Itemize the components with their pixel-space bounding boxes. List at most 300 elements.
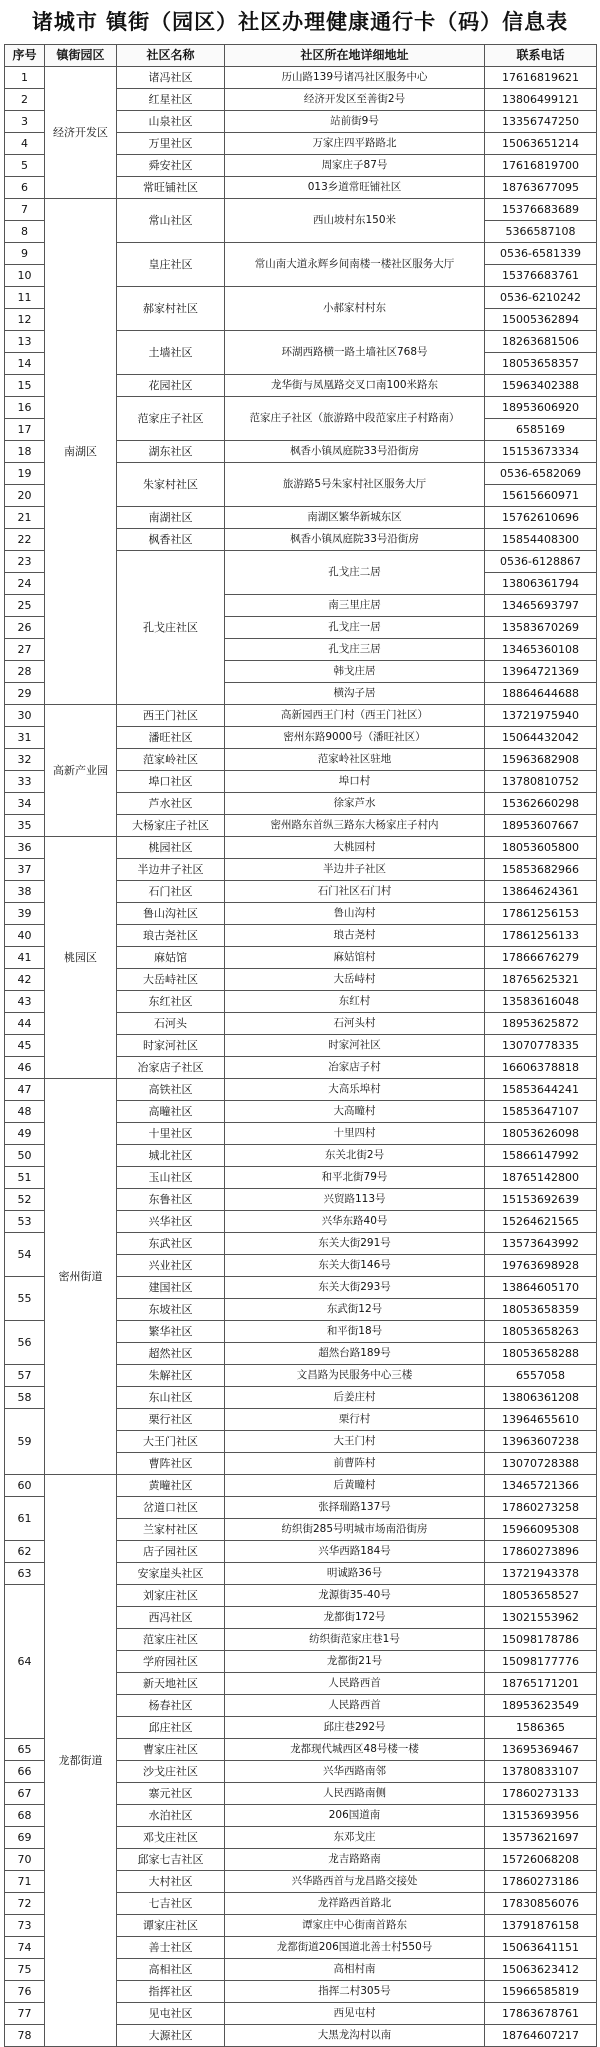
community-address: 站前街9号 bbox=[225, 111, 485, 133]
contact-phone: 15966095308 bbox=[485, 1519, 597, 1541]
table-body bbox=[5, 67, 597, 2047]
contact-phone: 13806361208 bbox=[485, 1387, 597, 1409]
row-number: 6 bbox=[5, 177, 45, 199]
contact-phone: 15866147992 bbox=[485, 1145, 597, 1167]
community-address: 人民路西首 bbox=[225, 1695, 485, 1717]
community-address: 大岳峙村 bbox=[225, 969, 485, 991]
community-name: 高疃社区 bbox=[117, 1101, 225, 1123]
community-address: 人民西路南侧 bbox=[225, 1783, 485, 1805]
row-number: 4 bbox=[5, 133, 45, 155]
contact-phone: 13070778335 bbox=[485, 1035, 597, 1057]
community-name: 枫香社区 bbox=[117, 529, 225, 551]
community-address: 孔戈庄三居 bbox=[225, 639, 485, 661]
table-row bbox=[5, 1079, 597, 1101]
contact-phone: 13021553962 bbox=[485, 1607, 597, 1629]
community-name: 大杨家庄子社区 bbox=[117, 815, 225, 837]
row-number: 66 bbox=[5, 1761, 45, 1783]
contact-phone: 13780833107 bbox=[485, 1761, 597, 1783]
row-number: 20 bbox=[5, 485, 45, 507]
community-name: 孔戈庄社区 bbox=[117, 551, 225, 705]
contact-phone: 18864644688 bbox=[485, 683, 597, 705]
contact-phone: 13806499121 bbox=[485, 89, 597, 111]
community-address: 琅古尧村 bbox=[225, 925, 485, 947]
community-address: 龙祥路西首路北 bbox=[225, 1893, 485, 1915]
zone-name: 经济开发区 bbox=[45, 67, 117, 199]
community-address: 邱庄巷292号 bbox=[225, 1717, 485, 1739]
community-address: 纺织街285号明城市场南沿街房 bbox=[225, 1519, 485, 1541]
info-table bbox=[4, 44, 597, 2047]
community-name: 栗行社区 bbox=[117, 1409, 225, 1431]
community-name: 安家崖头社区 bbox=[117, 1563, 225, 1585]
community-name: 南湖社区 bbox=[117, 507, 225, 529]
community-address: 经济开发区至善街2号 bbox=[225, 89, 485, 111]
community-address: 东关大街293号 bbox=[225, 1277, 485, 1299]
community-address: 东关北街2号 bbox=[225, 1145, 485, 1167]
community-address: 孔戈庄二居 bbox=[225, 551, 485, 595]
contact-phone: 17860273186 bbox=[485, 1871, 597, 1893]
row-number: 73 bbox=[5, 1915, 45, 1937]
row-number: 10 bbox=[5, 265, 45, 287]
row-number: 57 bbox=[5, 1365, 45, 1387]
community-name: 西王门社区 bbox=[117, 705, 225, 727]
row-number: 23 bbox=[5, 551, 45, 573]
community-address: 超然台路189号 bbox=[225, 1343, 485, 1365]
row-number: 16 bbox=[5, 397, 45, 419]
community-address: 周家庄子87号 bbox=[225, 155, 485, 177]
contact-phone: 15963682908 bbox=[485, 749, 597, 771]
community-name: 寨元社区 bbox=[117, 1783, 225, 1805]
community-name: 店子园社区 bbox=[117, 1541, 225, 1563]
contact-phone: 18764607217 bbox=[485, 2025, 597, 2047]
community-address: 石门社区石门村 bbox=[225, 881, 485, 903]
contact-phone: 15063641151 bbox=[485, 1937, 597, 1959]
community-name: 见屯社区 bbox=[117, 2003, 225, 2025]
contact-phone: 19763698928 bbox=[485, 1255, 597, 1277]
contact-phone: 13465721366 bbox=[485, 1475, 597, 1497]
row-number: 55 bbox=[5, 1277, 45, 1321]
row-number: 67 bbox=[5, 1783, 45, 1805]
community-name: 兴华社区 bbox=[117, 1211, 225, 1233]
community-address: 半边井子社区 bbox=[225, 859, 485, 881]
community-address: 栗行村 bbox=[225, 1409, 485, 1431]
community-name: 高铁社区 bbox=[117, 1079, 225, 1101]
row-number: 19 bbox=[5, 463, 45, 485]
row-number: 69 bbox=[5, 1827, 45, 1849]
community-address: 范家岭社区驻地 bbox=[225, 749, 485, 771]
contact-phone: 15063623412 bbox=[485, 1959, 597, 1981]
contact-phone: 15362660298 bbox=[485, 793, 597, 815]
community-address: 枫香小镇凤庭院33号沿街房 bbox=[225, 529, 485, 551]
row-number: 74 bbox=[5, 1937, 45, 1959]
row-number: 26 bbox=[5, 617, 45, 639]
community-address: 时家河社区 bbox=[225, 1035, 485, 1057]
community-address: 枫香小镇凤庭院33号沿街房 bbox=[225, 441, 485, 463]
contact-phone: 1586365 bbox=[485, 1717, 597, 1739]
community-address: 文昌路为民服务中心三楼 bbox=[225, 1365, 485, 1387]
community-name: 东坡社区 bbox=[117, 1299, 225, 1321]
community-name: 潘旺社区 bbox=[117, 727, 225, 749]
row-number: 29 bbox=[5, 683, 45, 705]
community-name: 半边井子社区 bbox=[117, 859, 225, 881]
contact-phone: 15615660971 bbox=[485, 485, 597, 507]
table-row bbox=[5, 199, 597, 221]
community-address: 大高乐埠村 bbox=[225, 1079, 485, 1101]
contact-phone: 15005362894 bbox=[485, 309, 597, 331]
community-name: 石河头 bbox=[117, 1013, 225, 1035]
contact-phone: 18953625872 bbox=[485, 1013, 597, 1035]
community-address: 龙都街21号 bbox=[225, 1651, 485, 1673]
community-address: 高新园西王门村（西王门社区） bbox=[225, 705, 485, 727]
community-name: 黄疃社区 bbox=[117, 1475, 225, 1497]
community-address: 徐家芦水 bbox=[225, 793, 485, 815]
community-name: 兴业社区 bbox=[117, 1255, 225, 1277]
community-address: 大黑龙沟村以南 bbox=[225, 2025, 485, 2047]
community-address: 常山南大道永辉乡间南楼一楼社区服务大厅 bbox=[225, 243, 485, 287]
contact-phone: 15853644241 bbox=[485, 1079, 597, 1101]
contact-phone: 0536-6582069 bbox=[485, 463, 597, 485]
community-address: 龙源街35-40号 bbox=[225, 1585, 485, 1607]
community-address: 小郝家村村东 bbox=[225, 287, 485, 331]
community-address: 后黄疃村 bbox=[225, 1475, 485, 1497]
community-name: 湖东社区 bbox=[117, 441, 225, 463]
row-number: 13 bbox=[5, 331, 45, 353]
contact-phone: 18765625321 bbox=[485, 969, 597, 991]
community-name: 诸冯社区 bbox=[117, 67, 225, 89]
community-address: 麻姑馆村 bbox=[225, 947, 485, 969]
community-name: 邱庄社区 bbox=[117, 1717, 225, 1739]
community-name: 沙戈庄社区 bbox=[117, 1761, 225, 1783]
contact-phone: 6557058 bbox=[485, 1365, 597, 1387]
row-number: 45 bbox=[5, 1035, 45, 1057]
community-name: 东武社区 bbox=[117, 1233, 225, 1255]
row-number: 71 bbox=[5, 1871, 45, 1893]
community-name: 西冯社区 bbox=[117, 1607, 225, 1629]
contact-phone: 18053658288 bbox=[485, 1343, 597, 1365]
contact-phone: 15098177776 bbox=[485, 1651, 597, 1673]
row-number: 72 bbox=[5, 1893, 45, 1915]
row-number: 35 bbox=[5, 815, 45, 837]
header-name: 社区名称 bbox=[117, 45, 225, 67]
contact-phone: 13964721369 bbox=[485, 661, 597, 683]
community-address: 大王门村 bbox=[225, 1431, 485, 1453]
contact-phone: 15153692639 bbox=[485, 1189, 597, 1211]
community-name: 常山社区 bbox=[117, 199, 225, 243]
contact-phone: 17830856076 bbox=[485, 1893, 597, 1915]
contact-phone: 17616819700 bbox=[485, 155, 597, 177]
community-name: 冶家店子社区 bbox=[117, 1057, 225, 1079]
community-name: 皇庄社区 bbox=[117, 243, 225, 287]
community-address: 和平北街79号 bbox=[225, 1167, 485, 1189]
row-number: 7 bbox=[5, 199, 45, 221]
page-title: 诸城市 镇街（园区）社区办理健康通行卡（码）信息表 bbox=[31, 10, 569, 34]
contact-phone: 13573621697 bbox=[485, 1827, 597, 1849]
community-address: 明诚路36号 bbox=[225, 1563, 485, 1585]
contact-phone: 17860273133 bbox=[485, 1783, 597, 1805]
contact-phone: 18053658263 bbox=[485, 1321, 597, 1343]
contact-phone: 15064432042 bbox=[485, 727, 597, 749]
contact-phone: 6585169 bbox=[485, 419, 597, 441]
community-address: 鲁山沟村 bbox=[225, 903, 485, 925]
contact-phone: 15063651214 bbox=[485, 133, 597, 155]
contact-phone: 17861256153 bbox=[485, 903, 597, 925]
row-number: 41 bbox=[5, 947, 45, 969]
community-address: 龙都现代城西区48号楼一楼 bbox=[225, 1739, 485, 1761]
community-name: 红星社区 bbox=[117, 89, 225, 111]
community-name: 谭家庄社区 bbox=[117, 1915, 225, 1937]
community-name: 曹家庄社区 bbox=[117, 1739, 225, 1761]
community-address: 兴贸路113号 bbox=[225, 1189, 485, 1211]
row-number: 32 bbox=[5, 749, 45, 771]
contact-phone: 0536-6581339 bbox=[485, 243, 597, 265]
contact-phone: 13695369467 bbox=[485, 1739, 597, 1761]
zone-name: 龙都街道 bbox=[45, 1475, 117, 2047]
community-name: 大岳峙社区 bbox=[117, 969, 225, 991]
community-name: 新天地社区 bbox=[117, 1673, 225, 1695]
contact-phone: 18953606920 bbox=[485, 397, 597, 419]
row-number: 27 bbox=[5, 639, 45, 661]
contact-phone: 13465360108 bbox=[485, 639, 597, 661]
zone-name: 桃园区 bbox=[45, 837, 117, 1079]
row-number: 30 bbox=[5, 705, 45, 727]
contact-phone: 15963402388 bbox=[485, 375, 597, 397]
zone-name: 南湖区 bbox=[45, 199, 117, 705]
row-number: 2 bbox=[5, 89, 45, 111]
row-number: 3 bbox=[5, 111, 45, 133]
community-address: 西山坡村东150米 bbox=[225, 199, 485, 243]
row-number: 64 bbox=[5, 1585, 45, 1739]
community-address: 高相村南 bbox=[225, 1959, 485, 1981]
community-name: 刘家庄社区 bbox=[117, 1585, 225, 1607]
row-number: 58 bbox=[5, 1387, 45, 1409]
contact-phone: 18053626098 bbox=[485, 1123, 597, 1145]
community-name: 东红社区 bbox=[117, 991, 225, 1013]
row-number: 76 bbox=[5, 1981, 45, 2003]
community-address: 龙都街道206国道北善士村550号 bbox=[225, 1937, 485, 1959]
contact-phone: 15853682966 bbox=[485, 859, 597, 881]
contact-phone: 16606378818 bbox=[485, 1057, 597, 1079]
community-address: 东关大街146号 bbox=[225, 1255, 485, 1277]
row-number: 70 bbox=[5, 1849, 45, 1871]
row-number: 59 bbox=[5, 1409, 45, 1475]
row-number: 60 bbox=[5, 1475, 45, 1497]
row-number: 49 bbox=[5, 1123, 45, 1145]
contact-phone: 13721943378 bbox=[485, 1563, 597, 1585]
community-address: 兴华路西首与龙昌路交接处 bbox=[225, 1871, 485, 1893]
row-number: 61 bbox=[5, 1497, 45, 1541]
row-number: 33 bbox=[5, 771, 45, 793]
community-name: 建国社区 bbox=[117, 1277, 225, 1299]
table-row bbox=[5, 1475, 597, 1497]
header-address: 社区所在地详细地址 bbox=[225, 45, 485, 67]
row-number: 43 bbox=[5, 991, 45, 1013]
row-number: 46 bbox=[5, 1057, 45, 1079]
community-name: 善士社区 bbox=[117, 1937, 225, 1959]
community-name: 玉山社区 bbox=[117, 1167, 225, 1189]
community-address: 历山路139号诸冯社区服务中心 bbox=[225, 67, 485, 89]
community-name: 范家庄社区 bbox=[117, 1629, 225, 1651]
contact-phone: 15376683761 bbox=[485, 265, 597, 287]
header-no: 序号 bbox=[5, 45, 45, 67]
row-number: 31 bbox=[5, 727, 45, 749]
zone-name: 高新产业园 bbox=[45, 705, 117, 837]
community-address: 龙都街172号 bbox=[225, 1607, 485, 1629]
row-number: 15 bbox=[5, 375, 45, 397]
header-row bbox=[5, 45, 597, 67]
community-address: 西见屯村 bbox=[225, 2003, 485, 2025]
community-name: 岔道口社区 bbox=[117, 1497, 225, 1519]
community-address: 013乡道常旺铺社区 bbox=[225, 177, 485, 199]
contact-phone: 13573643992 bbox=[485, 1233, 597, 1255]
row-number: 62 bbox=[5, 1541, 45, 1563]
community-address: 谭家庄中心街南首路东 bbox=[225, 1915, 485, 1937]
community-name: 七吉社区 bbox=[117, 1893, 225, 1915]
row-number: 40 bbox=[5, 925, 45, 947]
community-name: 十里社区 bbox=[117, 1123, 225, 1145]
contact-phone: 17866676279 bbox=[485, 947, 597, 969]
contact-phone: 17860273896 bbox=[485, 1541, 597, 1563]
community-name: 花园社区 bbox=[117, 375, 225, 397]
row-number: 8 bbox=[5, 221, 45, 243]
community-address: 龙华街与凤凰路交叉口南100米路东 bbox=[225, 375, 485, 397]
community-name: 学府园社区 bbox=[117, 1651, 225, 1673]
contact-phone: 15762610696 bbox=[485, 507, 597, 529]
row-number: 14 bbox=[5, 353, 45, 375]
community-address: 东红村 bbox=[225, 991, 485, 1013]
community-name: 范家岭社区 bbox=[117, 749, 225, 771]
row-number: 65 bbox=[5, 1739, 45, 1761]
contact-phone: 13864605170 bbox=[485, 1277, 597, 1299]
contact-phone: 13806361794 bbox=[485, 573, 597, 595]
community-address: 冶家店子村 bbox=[225, 1057, 485, 1079]
row-number: 68 bbox=[5, 1805, 45, 1827]
contact-phone: 15726068208 bbox=[485, 1849, 597, 1871]
community-address: 兴华东路40号 bbox=[225, 1211, 485, 1233]
community-address: 和平街18号 bbox=[225, 1321, 485, 1343]
community-name: 繁华社区 bbox=[117, 1321, 225, 1343]
community-name: 指挥社区 bbox=[117, 1981, 225, 2003]
row-number: 56 bbox=[5, 1321, 45, 1365]
community-name: 常旺铺社区 bbox=[117, 177, 225, 199]
contact-phone: 13791876158 bbox=[485, 1915, 597, 1937]
row-number: 12 bbox=[5, 309, 45, 331]
contact-phone: 13583616048 bbox=[485, 991, 597, 1013]
community-address: 指挥二村305号 bbox=[225, 1981, 485, 2003]
community-name: 郝家村社区 bbox=[117, 287, 225, 331]
contact-phone: 13780810752 bbox=[485, 771, 597, 793]
community-address: 韩戈庄居 bbox=[225, 661, 485, 683]
contact-phone: 0536-6210242 bbox=[485, 287, 597, 309]
row-number: 77 bbox=[5, 2003, 45, 2025]
row-number: 54 bbox=[5, 1233, 45, 1277]
row-number: 17 bbox=[5, 419, 45, 441]
row-number: 21 bbox=[5, 507, 45, 529]
header-zone: 镇街园区 bbox=[45, 45, 117, 67]
community-name: 大源社区 bbox=[117, 2025, 225, 2047]
community-address: 旅游路5号朱家村社区服务大厅 bbox=[225, 463, 485, 507]
community-address: 前曹阵村 bbox=[225, 1453, 485, 1475]
community-name: 高相社区 bbox=[117, 1959, 225, 1981]
community-name: 大村社区 bbox=[117, 1871, 225, 1893]
community-address: 石河头村 bbox=[225, 1013, 485, 1035]
community-address: 横沟子居 bbox=[225, 683, 485, 705]
row-number: 34 bbox=[5, 793, 45, 815]
contact-phone: 18953607667 bbox=[485, 815, 597, 837]
table-row bbox=[5, 837, 597, 859]
contact-phone: 15264621565 bbox=[485, 1211, 597, 1233]
community-name: 邓戈庄社区 bbox=[117, 1827, 225, 1849]
community-address: 万家庄四平路路北 bbox=[225, 133, 485, 155]
row-number: 52 bbox=[5, 1189, 45, 1211]
contact-phone: 13583670269 bbox=[485, 617, 597, 639]
row-number: 5 bbox=[5, 155, 45, 177]
row-number: 48 bbox=[5, 1101, 45, 1123]
community-name: 万里社区 bbox=[117, 133, 225, 155]
community-address: 206国道南 bbox=[225, 1805, 485, 1827]
contact-phone: 15966585819 bbox=[485, 1981, 597, 2003]
community-name: 埠口社区 bbox=[117, 771, 225, 793]
community-address: 纺织街范家庄巷1号 bbox=[225, 1629, 485, 1651]
row-number: 51 bbox=[5, 1167, 45, 1189]
community-name: 朱家村社区 bbox=[117, 463, 225, 507]
row-number: 53 bbox=[5, 1211, 45, 1233]
contact-phone: 13864624361 bbox=[485, 881, 597, 903]
contact-phone: 15854408300 bbox=[485, 529, 597, 551]
contact-phone: 18263681506 bbox=[485, 331, 597, 353]
contact-phone: 15153673334 bbox=[485, 441, 597, 463]
community-name: 山泉社区 bbox=[117, 111, 225, 133]
community-address: 范家庄子社区（旅游路中段范家庄子村路南） bbox=[225, 397, 485, 441]
community-name: 芦水社区 bbox=[117, 793, 225, 815]
community-name: 大王门社区 bbox=[117, 1431, 225, 1453]
contact-phone: 13964655610 bbox=[485, 1409, 597, 1431]
contact-phone: 18765142800 bbox=[485, 1167, 597, 1189]
community-address: 密州路东首纵三路东大杨家庄子村内 bbox=[225, 815, 485, 837]
community-address: 大桃园村 bbox=[225, 837, 485, 859]
contact-phone: 0536-6128867 bbox=[485, 551, 597, 573]
community-address: 兴华西路南邻 bbox=[225, 1761, 485, 1783]
row-number: 63 bbox=[5, 1563, 45, 1585]
community-name: 曹阵社区 bbox=[117, 1453, 225, 1475]
row-number: 28 bbox=[5, 661, 45, 683]
community-name: 东山社区 bbox=[117, 1387, 225, 1409]
contact-phone: 5366587108 bbox=[485, 221, 597, 243]
row-number: 11 bbox=[5, 287, 45, 309]
contact-phone: 13153693956 bbox=[485, 1805, 597, 1827]
zone-name: 密州街道 bbox=[45, 1079, 117, 1475]
row-number: 24 bbox=[5, 573, 45, 595]
community-name: 时家河社区 bbox=[117, 1035, 225, 1057]
community-address: 兴华西路184号 bbox=[225, 1541, 485, 1563]
community-address: 南湖区繁华新城东区 bbox=[225, 507, 485, 529]
community-name: 桃园社区 bbox=[117, 837, 225, 859]
contact-phone: 18763677095 bbox=[485, 177, 597, 199]
community-name: 邱家七吉社区 bbox=[117, 1849, 225, 1871]
community-name: 兰家村社区 bbox=[117, 1519, 225, 1541]
contact-phone: 13070728388 bbox=[485, 1453, 597, 1475]
community-name: 朱解社区 bbox=[117, 1365, 225, 1387]
community-address: 东武街12号 bbox=[225, 1299, 485, 1321]
row-number: 78 bbox=[5, 2025, 45, 2047]
community-address: 龙吉路路南 bbox=[225, 1849, 485, 1871]
community-address: 张择瑞路137号 bbox=[225, 1497, 485, 1519]
header-phone: 联系电话 bbox=[485, 45, 597, 67]
community-name: 水泊社区 bbox=[117, 1805, 225, 1827]
community-name: 范家庄子社区 bbox=[117, 397, 225, 441]
contact-phone: 13356747250 bbox=[485, 111, 597, 133]
community-name: 麻姑馆 bbox=[117, 947, 225, 969]
row-number: 38 bbox=[5, 881, 45, 903]
table-row bbox=[5, 705, 597, 727]
